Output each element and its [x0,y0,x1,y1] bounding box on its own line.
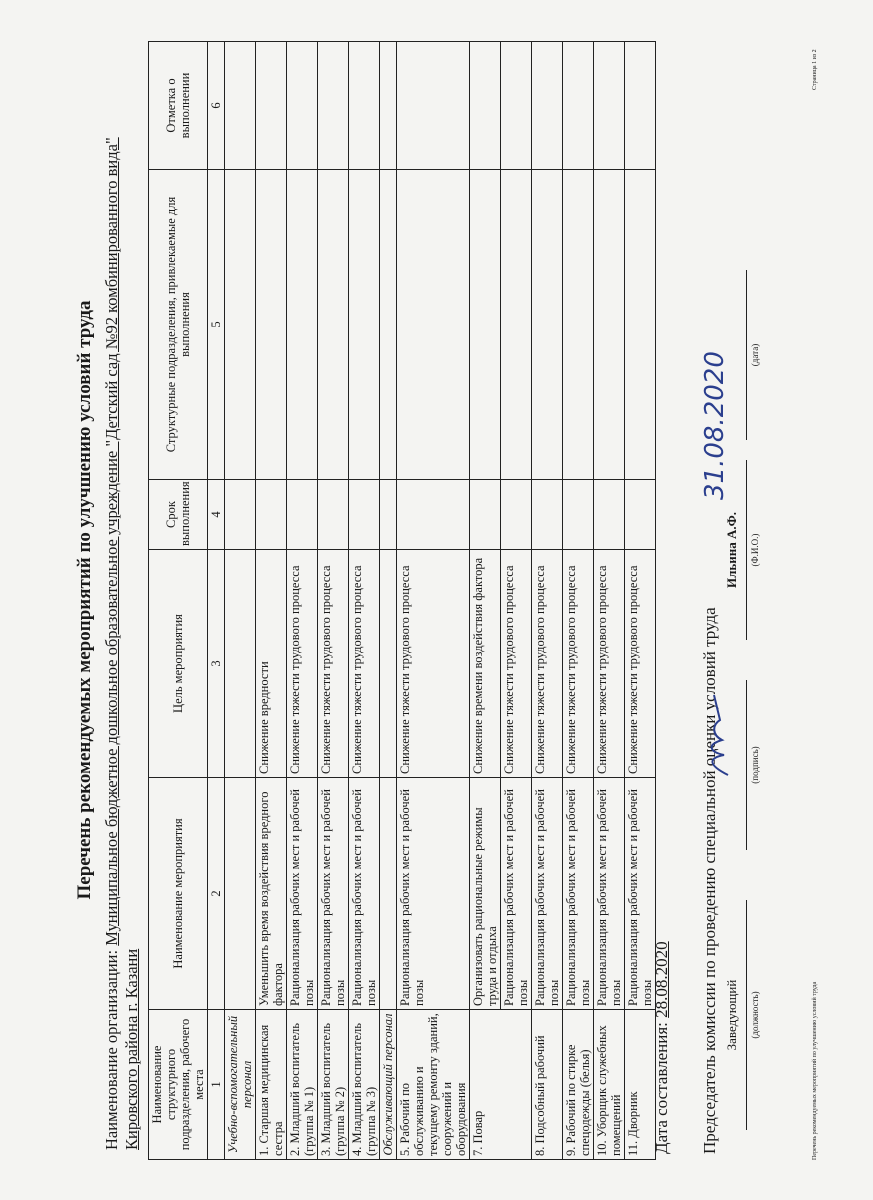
column-number: 1 [208,1010,225,1160]
table-row [594,42,625,1160]
row-goal: Снижение тяжести трудового процесса [318,550,349,778]
row-measure: Рационализация рабочих мест и рабочей позы [594,778,625,1010]
footer-doc-name: Перечень рекомендуемых мероприятий по улучшению условий труда [812,981,818,1160]
row-goal: Снижение тяжести трудового процесса [625,550,656,778]
position-caption: (должность) [750,991,760,1039]
fio-caption: (Ф.И.О.) [750,533,760,567]
column-number: 4 [208,480,225,550]
fio-value: Ильина А.Ф. [724,460,747,640]
row-goal: Снижение тяжести трудового процесса [349,550,380,778]
row-measure: Рационализация рабочих мест и рабочей позы [349,778,380,1010]
section-title: Учебно-вспомогательный персонал [225,1010,256,1160]
compile-date-value: 28.08.2020 [652,941,671,1018]
header-cell: Структурные подразделения, привлекаемые для выполнения [149,170,208,480]
row-place: 9. Рабочий по стирке спецодежды (белья) [563,1010,594,1160]
table-header-row [149,42,208,1160]
row-measure: Рационализация рабочих мест и рабочей позы [287,778,318,1010]
document-title: Перечень рекомендуемых мероприятий по улучшению условий труда [74,300,95,900]
table-row [501,42,532,1160]
header-cell: Отметка о выполнении [149,42,208,170]
row-place: 10. Уборщик служебных помещений [594,1010,625,1160]
row-measure: Рационализация рабочих мест и рабочей позы [501,778,532,1010]
section-row [380,42,397,1160]
row-goal: Снижение тяжести трудового процесса [397,550,470,778]
row-place: 2. Младший воспитатель (группа № 1) [287,1010,318,1160]
section-title: Обслуживающий персонал [380,1010,397,1160]
row-place: 8. Подсобный рабочий [532,1010,563,1160]
compile-date-label: Дата составления: [652,1022,671,1154]
row-goal: Снижение тяжести трудового процесса [501,550,532,778]
section-row [225,42,256,1160]
table-row [625,42,656,1160]
row-measure: Рационализация рабочих мест и рабочей позы [532,778,563,1010]
row-goal: Снижение тяжести трудового процесса [563,550,594,778]
row-place: 4. Младший воспитатель (группа № 3) [349,1010,380,1160]
organization-label: Наименование организации: [102,949,121,1150]
header-cell: Цель мероприятия [149,550,208,778]
column-number: 6 [208,42,225,170]
header-cell: Наименование структурного подразделения, рабочего места [149,1010,208,1160]
row-place: 1. Старшая медицинская сестра [256,1010,287,1160]
row-goal: Снижение времени воздействия фактора [470,550,501,778]
table-row [318,42,349,1160]
signature-caption: (подпись) [750,746,760,784]
table-row [532,42,563,1160]
measures-table [148,41,656,1160]
footer-page-number: Страница 1 из 2 [812,49,818,90]
compile-date [652,941,672,1154]
row-place: 11. Дворник [625,1010,656,1160]
header-cell: Срок выполнения [149,480,208,550]
row-place: 5. Рабочий по обслуживанию и текущему ремонту зданий, сооружений и оборудования [397,1010,470,1160]
column-number: 5 [208,170,225,480]
organization-name-line2: Кировского района г. Казани [122,948,141,1150]
row-measure: Рационализация рабочих мест и рабочей позы [397,778,470,1010]
row-measure: Рационализация рабочих мест и рабочей позы [563,778,594,1010]
date-caption: (дата) [750,343,760,367]
row-place: 7. Повар [470,1010,532,1160]
row-measure: Уменьшить время воздействия вредного фактора [256,778,287,1010]
column-number: 2 [208,778,225,1010]
header-cell: Наименование мероприятия [149,778,208,1010]
table-row [349,42,380,1160]
column-number-row [208,42,225,1160]
table-row [256,42,287,1160]
row-measure: Организовать рациональные режимы труда и отдыха [470,778,501,1010]
row-place: 3. Младший воспитатель (группа № 2) [318,1010,349,1160]
handwritten-signature [700,690,736,780]
column-number: 3 [208,550,225,778]
row-goal: Снижение тяжести трудового процесса [287,550,318,778]
table-row [470,42,501,1160]
organization-block [102,50,142,1150]
row-goal: Снижение тяжести трудового процесса [532,550,563,778]
row-goal: Снижение тяжести трудового процесса [594,550,625,778]
table-row [397,42,470,1160]
commission-chair-label: Председатель комиссии по проведению специальной оценки условий труда [700,607,719,1154]
organization-name-line1: Муниципальное бюджетное дошкольное образовательное учреждение "Детский сад №92 комбинированного вида" [102,137,121,946]
handwritten-date: 31.08.2020 [700,351,730,500]
table-row [287,42,318,1160]
table-row [563,42,594,1160]
row-measure: Рационализация рабочих мест и рабочей позы [318,778,349,1010]
position-value: Заведующий [724,900,747,1130]
row-measure: Рационализация рабочих мест и рабочей позы [625,778,656,1010]
row-goal: Снижение вредности [256,550,287,778]
